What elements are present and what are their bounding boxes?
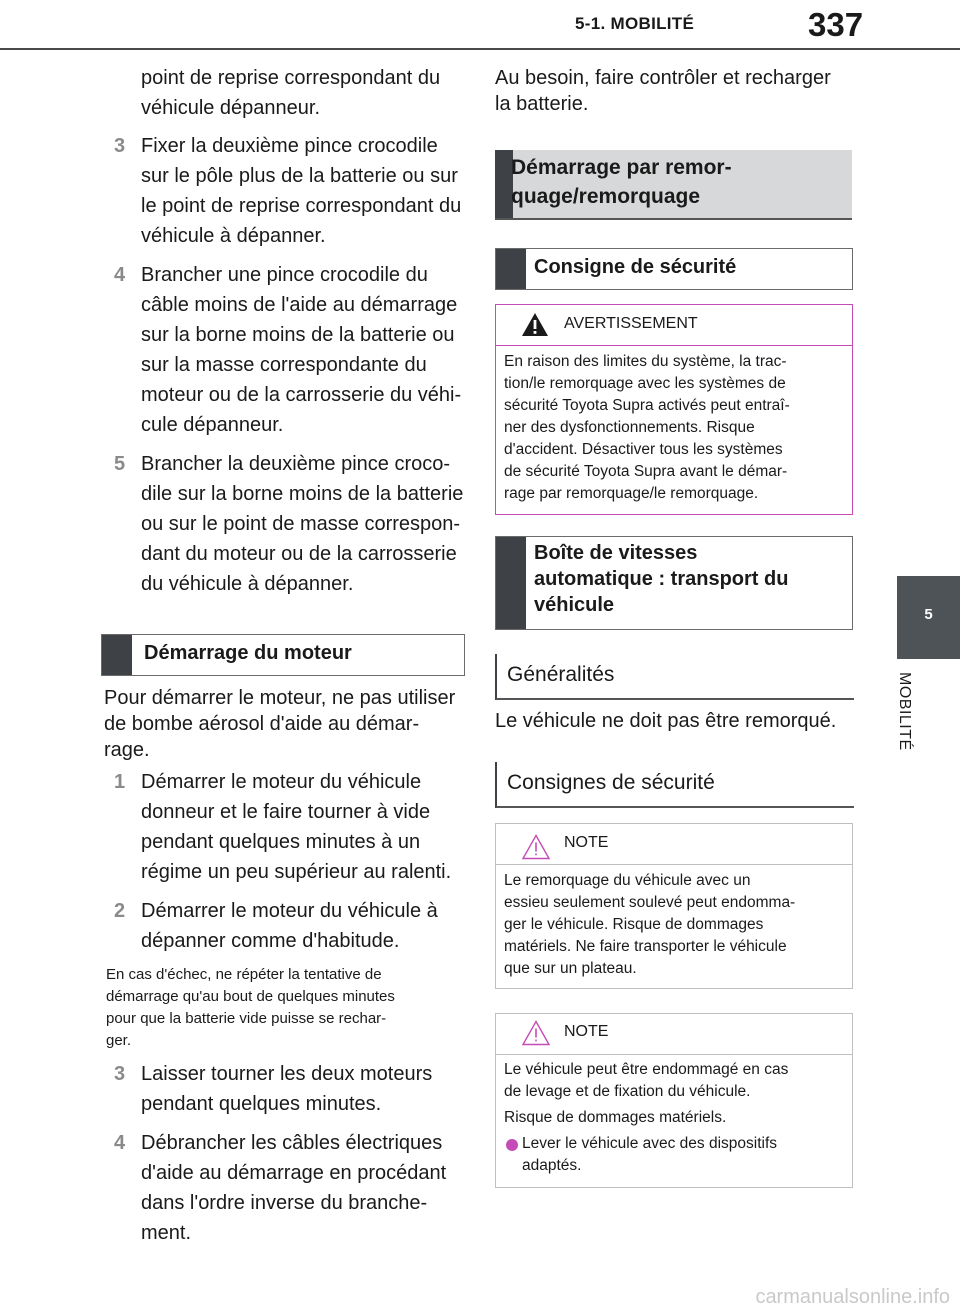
note-header [496,1014,852,1055]
step-number: 4 [114,264,126,286]
text-line: ment. [141,1222,192,1244]
note-text-line: Le remorquage du véhicule avec un [504,872,751,889]
chapter-tab [897,576,960,659]
subheading-safety [495,762,854,808]
bullet-text-line: Lever le véhicule avec des dispositifs [522,1135,778,1152]
text-line: donneur et le faire tourner à vide [141,801,431,823]
note-text-line: démarrage qu'au bout de quelques minutes [106,988,395,1005]
warning-text-line: tion/le remorquage avec les systèmes de [504,375,786,392]
watermark: carmanualsonline.info [755,1286,950,1308]
warning-text-line: ner des dysfonctionnements. Risque [504,419,755,436]
page-number: 337 [808,6,864,43]
note-title: NOTE [564,1023,609,1040]
text-line: Brancher la deuxième pince croco- [141,453,451,475]
warning-text-line: sécurité Toyota Supra activés peut entraî- [504,397,790,414]
warning-title: AVERTISSEMENT [564,315,698,332]
warning-text-line: de sécurité Toyota Supra avant le démar- [504,463,788,480]
text-line: la batterie. [495,93,589,115]
text-line: cule dépanneur. [141,414,284,436]
step-number: 3 [114,1063,126,1085]
note-box [495,1013,853,1188]
header-rule [0,48,960,50]
text-line: sur le pôle plus de la batterie ou sur [141,165,458,187]
text-line: dans l'ordre inverse du branche- [141,1192,428,1214]
note-header [496,824,852,865]
heading-gearbox-transport [495,536,853,630]
text-line: dépanner comme d'habitude. [141,930,400,952]
subheading-general [495,654,854,700]
text-line: Au besoin, faire contrôler et recharger [495,67,831,89]
note-text-line: Risque de dommages matériels. [504,1109,727,1126]
heading-block [102,635,132,675]
text-line: câble moins de l'aide au démarrage [141,294,458,316]
chapter-label-container [895,672,935,782]
text-line: véhicule dépanneur. [141,97,321,119]
text-line: d'aide au démarrage en procédant [141,1162,447,1184]
text-line: Laisser tourner les deux moteurs [141,1063,433,1085]
note-box [495,823,853,989]
text-line: Démarrer le moteur du véhicule [141,771,422,793]
text-line: véhicule à dépanner. [141,225,326,247]
heading-text: Boîte de vitesses [534,542,698,564]
warning-header [496,305,852,346]
text-line: sur la masse correspondante du [141,354,427,376]
heading-text: Démarrage par remor- [511,156,732,179]
heading-text: véhicule [534,594,615,616]
text-line: dile sur la borne moins de la batterie [141,483,464,505]
warning-box [495,304,853,515]
text-line: dant du moteur ou de la carrosserie [141,543,457,565]
note-text-line: essieu seulement soulevé peut endomma- [504,894,796,911]
bullet-icon [506,1139,518,1151]
heading-block [496,249,526,289]
heading-text: automatique : transport du [534,568,789,590]
note-text-line: Le véhicule peut être endommagé en cas [504,1061,789,1078]
heading-text: Démarrage du moteur [144,642,352,664]
caution-icon [522,1020,550,1046]
note-text-line: que sur un plateau. [504,960,637,977]
text-line: le point de reprise correspondant du [141,195,462,217]
warning-icon [521,312,549,337]
heading-tow-start [495,150,852,220]
warning-text-line: rage par remorquage/le remorquage. [504,485,759,502]
text-line: Le véhicule ne doit pas être remorqué. [495,710,837,732]
note-text-line: ger le véhicule. Risque de dommages [504,916,764,933]
text-line: Brancher une pince crocodile du [141,264,428,286]
heading-text: Consigne de sécurité [534,256,737,278]
step-number: 3 [114,135,126,157]
chapter-label: MOBILITÉ [896,672,913,751]
note-text-line: pour que la batterie vide puisse se rechar- [106,1010,387,1027]
note-text-line: de levage et de fixation du véhicule. [504,1083,751,1100]
text-line: ou sur le point de masse correspon- [141,513,461,535]
step-number: 5 [114,453,126,475]
caution-icon [522,834,550,860]
text-line: moteur ou de la carrosserie du véhi- [141,384,462,406]
step-number: 1 [114,771,126,793]
heading-text: quage/remorquage [511,185,701,208]
heading-block [496,537,526,629]
text-line: pendant quelques minutes à un [141,831,421,853]
heading-safety-notice [495,248,853,290]
text-line: Démarrer le moteur du véhicule à [141,900,438,922]
text-line: sur la borne moins de la batterie ou [141,324,455,346]
text-line: de bombe aérosol d'aide au démar- [104,713,420,735]
warning-text-line: d'accident. Désactiver tous les systèmes [504,441,783,458]
text-line: régime un peu supérieur au ralenti. [141,861,452,883]
subheading-text: Généralités [507,663,615,686]
step-number: 4 [114,1132,126,1154]
bullet-text-line: adaptés. [522,1157,582,1174]
note-text-line: ger. [106,1032,132,1049]
note-text-line: matériels. Ne faire transporter le véhicule [504,938,787,955]
text-line: du véhicule à dépanner. [141,573,354,595]
text-line: Fixer la deuxième pince crocodile [141,135,438,157]
chapter-number: 5 [924,606,933,623]
text-line: point de reprise correspondant du [141,67,441,89]
warning-text-line: En raison des limites du système, la trac- [504,353,787,370]
heading-engine-start [101,634,465,676]
text-line: Débrancher les câbles électriques [141,1132,443,1154]
note-text-line: En cas d'échec, ne répéter la tentative de [106,966,382,983]
section-title: 5-1. MOBILITÉ [575,14,695,33]
note-title: NOTE [564,834,609,851]
text-line: rage. [104,739,150,761]
subheading-text: Consignes de sécurité [507,771,715,794]
text-line: pendant quelques minutes. [141,1093,382,1115]
step-number: 2 [114,900,126,922]
text-line: Pour démarrer le moteur, ne pas utiliser [104,687,456,709]
